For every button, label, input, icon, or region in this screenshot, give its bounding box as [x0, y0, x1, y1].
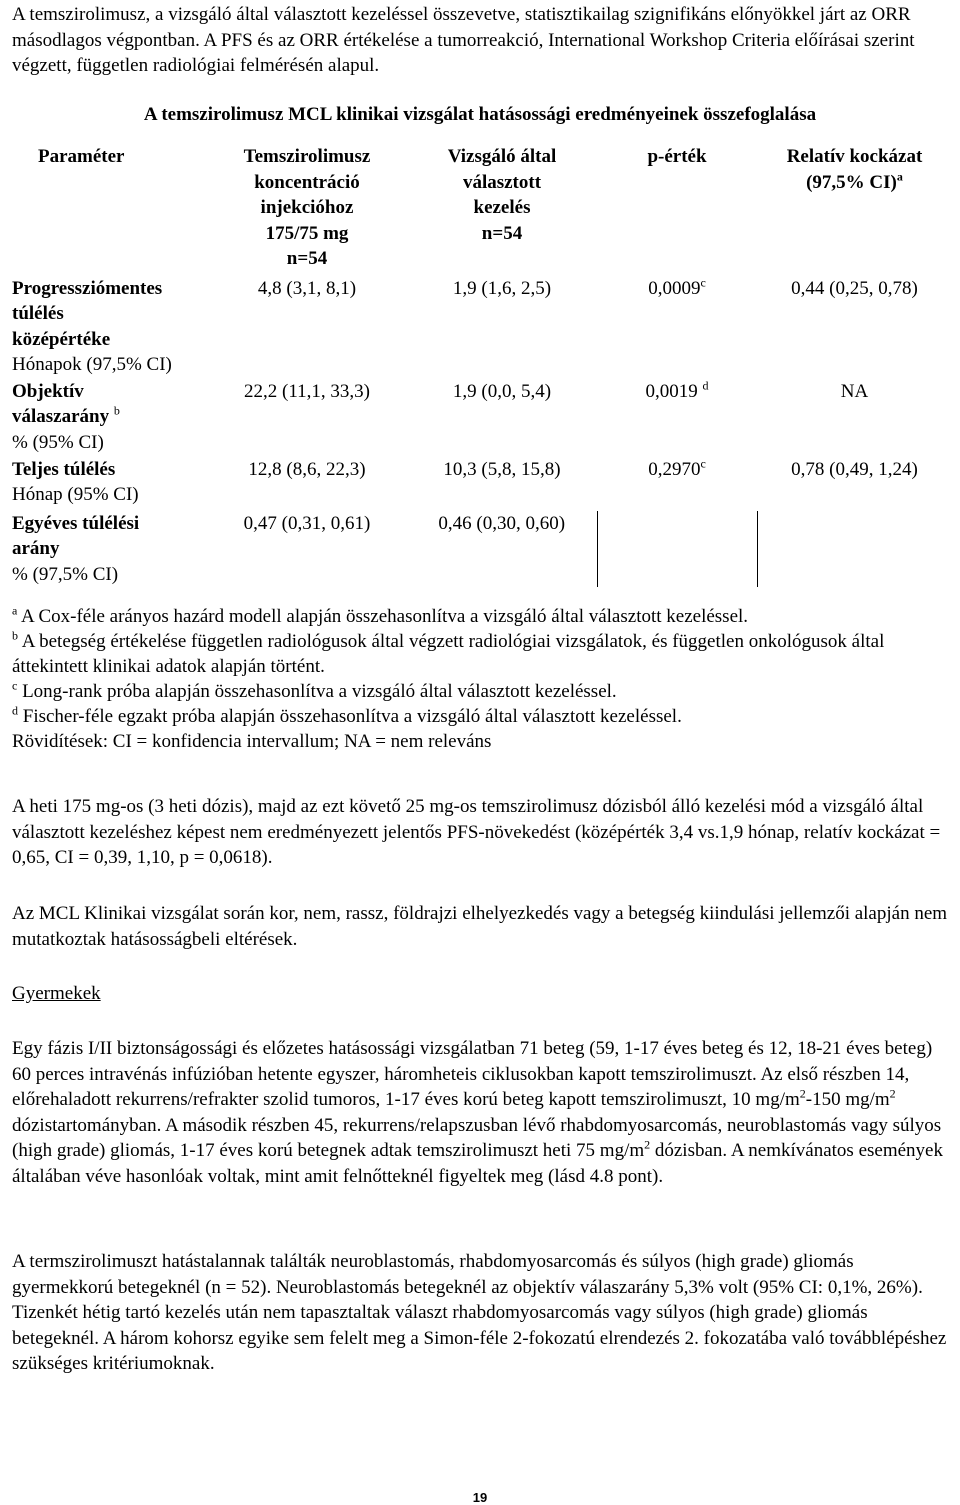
cell-1yr-investigator: 0,46 (0,30, 0,60): [438, 512, 566, 534]
param-orr: Objektív válaszarány $^b$ % (95% CI): [12, 380, 120, 453]
cell-pfs-investigator: 1,9 (1,6, 2,5): [452, 277, 552, 299]
header-temsirolimus: Temszirolimusz koncentráció injekcióhoz 175/75 mg n=54: [243, 146, 371, 269]
efficacy-table: [12, 144, 952, 587]
intro-paragraph: A temszirolimusz, a vizsgáló által választott kezeléssel összevetve, statisztikailag szignifikáns előnyökkel járt az ORR másodlagos végpontban. A PFS és az ORR értékelése a tumorreakció, International Workshop Criteria előírásai szerint végzett, független radiológiai felmérésén alapul.: [12, 4, 915, 76]
cell-os-investigator: 10,3 (5,8, 15,8): [443, 458, 561, 480]
param-os: Teljes túlélés Hónap (95% CI): [12, 458, 139, 505]
cell-os-p: 0,2970$^c$: [648, 456, 706, 480]
header-parameter: Paraméter: [38, 146, 125, 167]
table-row-orr: [12, 379, 952, 457]
header-p-value: p-érték: [647, 146, 707, 167]
footnote-c: $^c$ Long-rank próba alapján összehasonlítva a vizsgáló által választott kezeléssel.: [12, 678, 617, 702]
table-footnotes: [12, 604, 948, 754]
cell-1yr-p-empty: [597, 511, 757, 588]
abbreviations: Rövidítések: CI = konfidencia intervallum; NA = nem releváns: [12, 731, 492, 752]
param-1yr-survival: Egyéves túlélési arány % (97,5% CI): [12, 512, 140, 585]
table-title: A temszirolimusz MCL klinikai vizsgálat hatásossági eredményeinek összefoglalása: [143, 104, 817, 125]
table-row-pfs: [12, 276, 952, 379]
header-relative-risk: Relatív kockázat (97,5% CI)$^a$: [786, 146, 923, 193]
cell-pfs-p: 0,0009$^c$: [648, 275, 706, 299]
cell-1yr-temsirolimus: 0,47 (0,31, 0,61): [243, 512, 371, 534]
header-investigator-choice: Vizsgáló által választott kezelés n=54: [447, 146, 557, 244]
footnote-d: $^d$ Fischer-féle egzakt próba alapján összehasonlítva a vizsgáló által választott kezeléssel.: [12, 703, 682, 727]
cell-orr-investigator: 1,9 (0,0, 5,4): [452, 380, 552, 402]
cell-pfs-temsirolimus: 4,8 (3,1, 8,1): [257, 277, 357, 299]
paragraph-subgroups: Az MCL Klinikai vizsgálat során kor, nem, rassz, földrajzi elhelyezkedés vagy a betegség kiindulási jellemzői alapján nem mutatkoztak hatásosságbeli eltérések.: [12, 903, 948, 950]
cell-os-rr: 0,78 (0,49, 1,24): [791, 458, 918, 480]
footnote-b: $^b$ A betegség értékelése független radiológusok által végzett radiológiai vizsgálatok, és független onkológusok által áttekintett klinikai adatok alapján történt.: [12, 628, 885, 677]
paragraph-pediatric-study: Egy fázis I/II biztonságossági és előzetes hatásossági vizsgálatban 71 beteg (59, 1-17 éves beteg és 12, 18-21 éves beteg) 60 perces intravénás infúzióban hetente egyszer, háromheteis ciklusokban kapott temszirolimuszt. Az első részben 14, előrehaladott rekurrens/refrakter szolid tumoros, 1-17 éves korú beteg kapott temszirolimuszt, 10 $mg/m^2-150$ $mg/m^2$ dózistartományban. A második részben 45, rekurrens/relapszusban lévő rhabdomyosarcomás, neuroblastomás vagy súlyos (high grade) gliomás, 1-17 éves korú betegnek adtak temszirolimuszt heti 75 $mg/m^2$ dózisban. A nemkívánatos események általában véve hasonlóak voltak, mint amit felnőtteknél figyeltek meg (lásd 4.8 pont).: [12, 1038, 943, 1187]
table-row-os: [12, 457, 952, 511]
cell-1yr-rr-empty: [757, 511, 952, 588]
section-heading-children: Gyermekek: [12, 983, 101, 1004]
cell-os-temsirolimus: 12,8 (8,6, 22,3): [248, 458, 366, 480]
footnote-a: $^a$ A Cox-féle arányos hazárd modell alapján összehasonlítva a vizsgáló által választott kezeléssel.: [12, 603, 749, 627]
cell-orr-temsirolimus: 22,2 (11,1, 33,3): [244, 380, 370, 402]
page-number: 19: [472, 1490, 488, 1505]
paragraph-pfs-dose: A heti 175 mg-os (3 heti dózis), majd az ezt követő 25 mg-os temszirolimusz dózisból álló kezelési mód a vizsgáló által választott kezeléshez képest nem eredményezett jelentős PFS-növekedést (középérték 3,4 vs.1,9 hónap, relatív kockázat = 0,65, CI = 0,39, 1,10, p = 0,0618).: [12, 796, 941, 868]
param-pfs: Progressziómentes túlélés középértéke Hónapok (97,5% CI): [12, 277, 172, 375]
table-header-row: [12, 144, 952, 276]
table-row-1yr-survival: [12, 511, 952, 588]
cell-orr-rr: NA: [840, 380, 869, 402]
paragraph-pediatric-efficacy: A termszirolimuszt hatástalannak találták neuroblastomás, rhabdomyosarcomás és súlyos (high grade) gliomás gyermekkorú betegeknél (n = 52). Neuroblastomás betegeknél az objektív válaszarány 5,3% volt (95% CI: 0,1%, 26%). Tizenkét hétig tartó kezelés után nem tapasztaltak választ rhabdomyosarcomás vagy súlyos (high grade) gliomás betegeknél. A három kohorsz egyike sem felelt meg a Simon-féle 2-fokozatú elrendezés 2. fokozatába való továbblépéshez szükséges kritériumoknak.: [12, 1251, 947, 1374]
cell-orr-p: 0,0019 $^d$: [645, 378, 709, 402]
cell-pfs-rr: 0,44 (0,25, 0,78): [791, 277, 918, 299]
